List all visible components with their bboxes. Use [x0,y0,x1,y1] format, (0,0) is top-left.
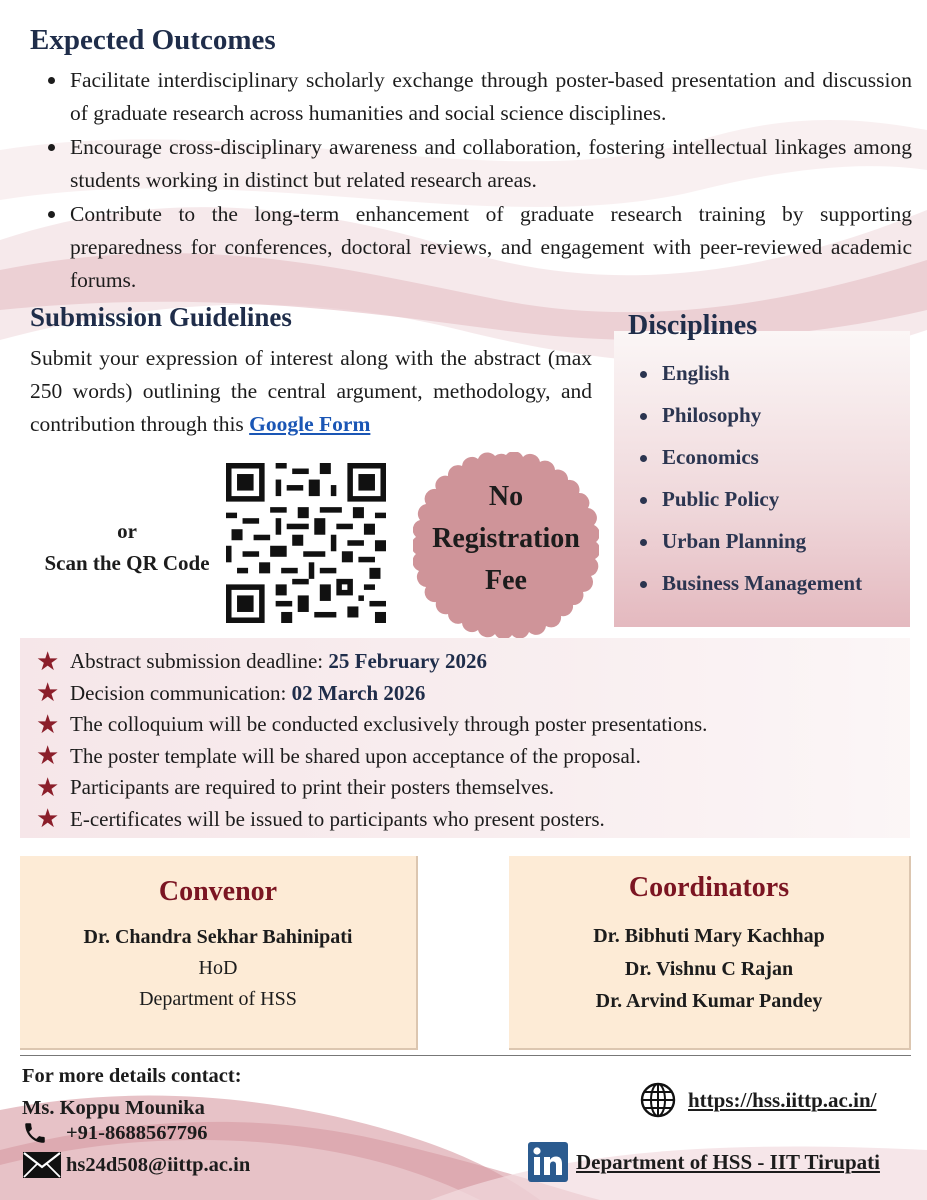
linkedin-row [528,1142,880,1182]
badge-line: Fee [485,565,527,596]
globe-icon [640,1082,676,1118]
phone-number[interactable]: +91-8688567796 [66,1121,208,1144]
qr-instruction [30,515,224,579]
key-info-list [36,646,707,835]
star-icon: ★ [36,804,60,834]
list-item: Encourage cross-disciplinary awareness and collaboration, fostering intellectual linkages among students working in distinct but related research areas. [44,131,912,197]
coordinator-name: Dr. Bibhuti Mary Kachhap [593,925,825,947]
submission-body: Submit your expression of interest along with the abstract (max 250 words) outlining the central argument, methodology, and contribution through this [30,346,592,436]
convenor-heading: Convenor [158,876,278,907]
envelope-icon [22,1151,66,1179]
footer-divider [20,1055,911,1056]
phone-row [22,1120,208,1146]
list-item: Public Policy [636,478,862,520]
google-form-link[interactable]: Google Form [249,412,371,436]
star-icon: ★ [36,646,60,676]
deadline-value: 25 February 2026 [328,649,488,673]
star-icon: ★ [36,709,60,739]
contact-name: Ms. Koppu Mounika [22,1097,205,1119]
disciplines-heading: Disciplines [628,310,758,341]
email-row [22,1151,250,1179]
website-link[interactable]: https://hss.iittp.ac.in/ [688,1087,877,1112]
website-row [640,1082,876,1118]
disciplines-list [636,352,862,604]
convenor-name: Dr. Chandra Sekhar Bahinipati [83,926,353,948]
linkedin-link[interactable]: Department of HSS - IIT Tirupati [576,1149,880,1174]
no-fee-text [413,476,599,602]
qr-code[interactable] [226,463,386,623]
list-item [36,772,707,804]
star-icon: ★ [36,678,60,708]
star-icon: ★ [36,741,60,771]
info-text: E-certificates will be issued to participants who present posters. [70,806,605,831]
list-item [36,741,707,773]
coordinator-name: Dr. Vishnu C Rajan [624,957,794,980]
info-text: Participants are required to print their posters themselves. [70,775,555,799]
coordinators-heading: Coordinators [628,872,790,903]
list-item: Economics [636,436,862,478]
or-label: or [117,519,137,543]
list-item [36,678,707,710]
convenor-dept: Department of HSS [139,988,297,1010]
outcomes-list [44,64,912,298]
phone-icon [22,1120,66,1146]
scan-qr-label: Scan the QR Code [44,551,210,575]
list-item: Facilitate interdisciplinary scholarly exchange through poster-based presentation and discussion of graduate research across humanities and social science disciplines. [44,64,912,130]
list-item: Contribute to the long-term enhancement of graduate research training by supporting preparedness for conferences, doctoral reviews, and engagement with peer-reviewed academic forums. [44,198,912,297]
email-address[interactable]: hs24d508@iittp.ac.in [66,1153,251,1176]
coordinators-card [509,856,911,1050]
contact-section [22,1060,242,1124]
convenor-role: HoD [198,957,238,979]
expected-outcomes-heading: Expected Outcomes [30,24,276,56]
list-item: Business Management [636,562,862,604]
coordinator-name: Dr. Arvind Kumar Pandey [595,990,823,1012]
contact-heading: For more details contact: [22,1065,242,1087]
convenor-details [20,922,416,1015]
badge-line: Registration [432,523,580,554]
submission-guidelines-heading: Submission Guidelines [30,302,292,332]
badge-line: No [488,481,524,512]
list-item [36,646,707,678]
convenor-card [20,856,418,1050]
list-item: English [636,352,862,394]
deadline-label: Abstract submission deadline: [70,649,324,673]
linkedin-icon [528,1142,568,1182]
list-item: Philosophy [636,394,862,436]
list-item [36,804,707,836]
coordinators-list [509,920,909,1018]
list-item [36,709,707,741]
submission-text [30,342,592,441]
decision-label: Decision communication: [70,680,287,705]
decision-value: 02 March 2026 [291,680,426,705]
star-icon: ★ [36,772,60,802]
info-text: The colloquium will be conducted exclusively through poster presentations. [70,712,708,736]
info-text: The poster template will be shared upon acceptance of the proposal. [70,743,641,768]
list-item: Urban Planning [636,520,862,562]
